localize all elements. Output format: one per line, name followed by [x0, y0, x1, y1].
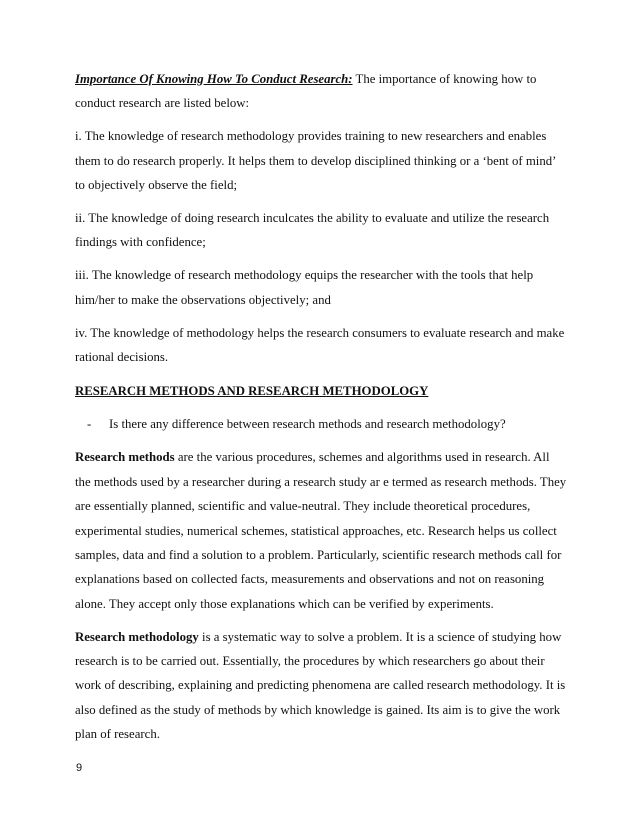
body-text [75, 67, 567, 755]
intro-heading: Importance Of Knowing How To Conduct Research: [75, 72, 353, 86]
intro-paragraph [75, 67, 567, 116]
page-number: 9 [76, 762, 83, 774]
question-dash: - [87, 417, 92, 432]
question-item [75, 412, 567, 436]
section-title: RESEARCH METHODS AND RESEARCH METHODOLOGY [75, 384, 429, 399]
question-text: Is there any difference between research methods and research methodology? [109, 417, 506, 432]
methods-text: are the various procedures, schemes and algorithms used in research. All the methods used by a researcher during a research study ar e termed as research methods. They are essentially planned, scientific and value-neutral. They include theoretical procedures, experimental studies, numerical schemes, statistical approaches, etc. Research helps us collect samples, data and find a solution to a problem. Particularly, scientific research methods call for explanations based on collected facts, measurements and observations and not on reasoning alone. They accept only those explanations which can be verified by experiments. [75, 450, 567, 611]
methods-paragraph [75, 445, 567, 616]
point-2: ii. The knowledge of doing research inculcates the ability to evaluate and utilize the research findings with confidence; [75, 211, 550, 250]
methodology-term: Research methodology [75, 629, 199, 644]
point-4: iv. The knowledge of methodology helps the research consumers to evaluate research and make rational decisions. [75, 325, 565, 365]
intro-text: The importance of knowing how to conduct research are listed below: [75, 72, 537, 111]
methodology-text: is a systematic way to solve a problem. It is a science of studying how research is to be carried out. Essentially, the procedures by which researchers go about their work of describing, explaining and predicting phenomena are called research methodology. It is also defined as the study of methods by which knowledge is gained. Its aim is to give the work plan of research. [75, 629, 566, 742]
methodology-paragraph [75, 625, 567, 747]
point-3: iii. The knowledge of research methodology equips the researcher with the tools that help him/her to make the observations objectively; and [75, 268, 534, 307]
point-1: i. The knowledge of research methodology provides training to new researchers and enables them to do research properly. It helps them to develop disciplined thinking or a ‘bent of mind’ to objectively observe the field; [75, 129, 556, 193]
methods-term: Research methods [75, 450, 175, 465]
